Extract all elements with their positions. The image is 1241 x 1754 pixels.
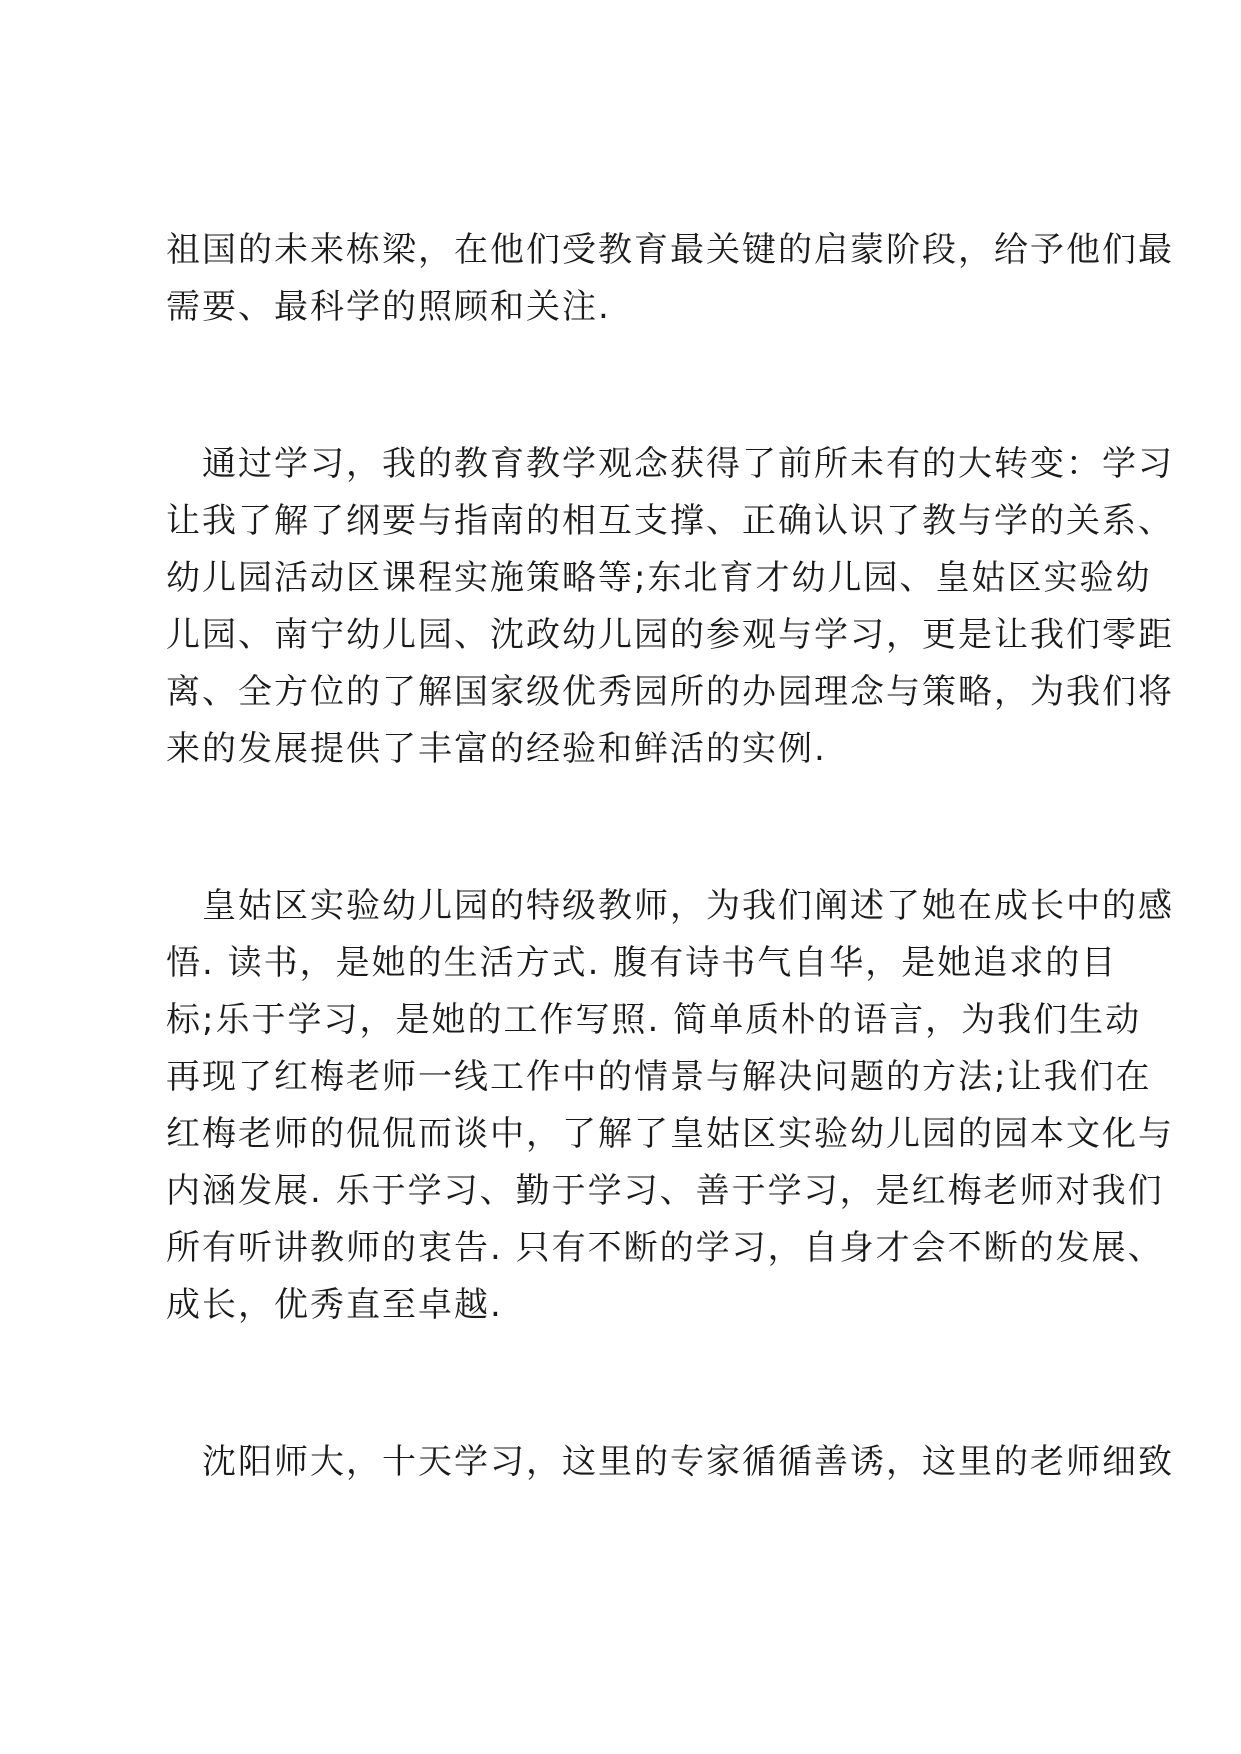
text-line: 成长，优秀直至卓越. (166, 1285, 503, 1325)
text-line: 让我了解了纲要与指南的相互支撑、正确认识了教与学的关系、 (166, 501, 1174, 541)
paragraph-gap (166, 778, 1106, 878)
text-line: 皇姑区实验幼儿园的特级教师，为我们阐述了她在成长中的感 (202, 886, 1174, 926)
text-line: 需要、最科学的照顾和关注. (166, 287, 611, 327)
text-line: 再现了红梅老师一线工作中的情景与解决问题的方法;让我们在 (166, 1057, 1152, 1097)
paragraph (166, 1434, 1174, 1491)
text-line: 所有听讲教师的衷告. 只有不断的学习，自身才会不断的发展、 (166, 1228, 1164, 1268)
paragraph (166, 878, 1174, 1334)
text-line: 沈阳师大，十天学习，这里的专家循循善诱，这里的老师细致 (202, 1442, 1174, 1482)
text-line: 内涵发展. 乐于学习、勤于学习、善于学习，是红梅老师对我们 (166, 1171, 1164, 1211)
text-line: 来的发展提供了丰富的经验和鲜活的实例. (166, 729, 827, 769)
document-body (166, 222, 1174, 1491)
text-line: 通过学习，我的教育教学观念获得了前所未有的大转变：学习 (202, 444, 1174, 484)
text-line: 离、全方位的了解国家级优秀园所的办园理念与策略，为我们将 (166, 672, 1174, 712)
paragraph-gap (166, 1334, 1106, 1434)
text-line: 红梅老师的侃侃而谈中，了解了皇姑区实验幼儿园的园本文化与 (166, 1114, 1174, 1154)
text-line: 儿园、南宁幼儿园、沈政幼儿园的参观与学习，更是让我们零距 (166, 615, 1174, 655)
text-line: 悟. 读书，是她的生活方式. 腹有诗书气自华，是她追求的目 (166, 943, 1118, 983)
text-line: 幼儿园活动区课程实施策略等;东北育才幼儿园、皇姑区实验幼 (166, 558, 1152, 598)
paragraph-gap (166, 336, 1106, 436)
text-line: 祖国的未来栋梁，在他们受教育最关键的启蒙阶段，给予他们最 (166, 230, 1174, 270)
paragraph (166, 222, 1174, 336)
text-line: 标;乐于学习，是她的工作写照. 简单质朴的语言，为我们生动 (166, 1000, 1142, 1040)
paragraph (166, 436, 1174, 778)
